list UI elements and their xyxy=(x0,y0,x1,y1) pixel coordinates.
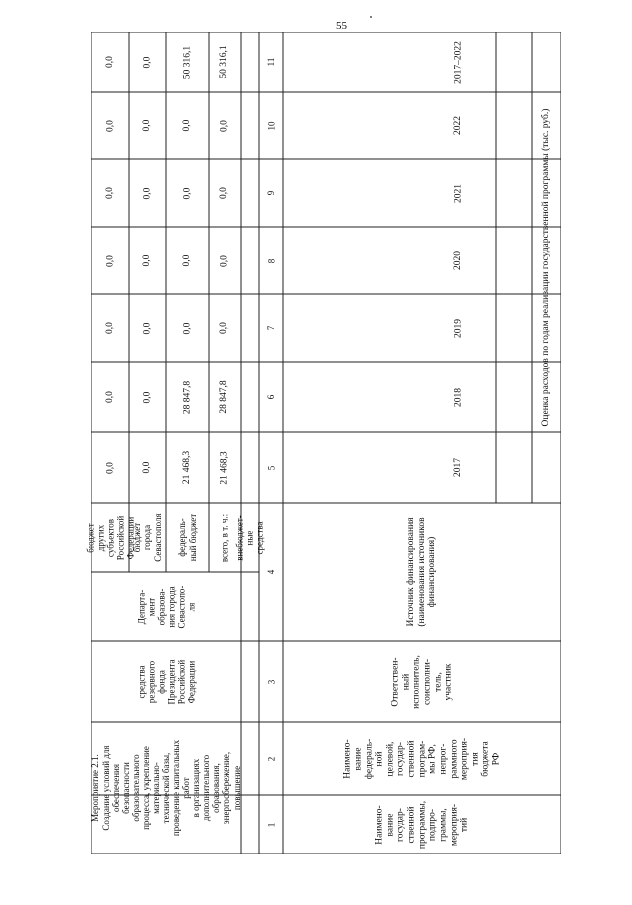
source-federal-budget: федераль- ный бюджет xyxy=(177,513,198,562)
value-cell: 0,0 xyxy=(142,187,153,199)
col-number-5: 5 xyxy=(265,465,276,470)
value-cell: 0,0 xyxy=(142,391,153,403)
header-year-2020: 2020 xyxy=(453,251,464,270)
header-years-total: 2017–2022 xyxy=(453,40,464,84)
activity-federal-program: средства резервного фонда Президента Российской Федерации xyxy=(135,659,197,704)
col-number-8: 8 xyxy=(265,258,276,263)
header-year-2019: 2019 xyxy=(453,318,464,338)
page-number: 55 xyxy=(336,20,347,32)
header-year-2017: 2017 xyxy=(453,458,464,477)
source-extrabudget: внебюджет- ные средства xyxy=(233,514,265,561)
col-number-1: 1 xyxy=(265,822,276,827)
rotated-budget-table xyxy=(84,32,561,854)
header-col2-federal-program: Наимено- вание федераль- ной целевой, государ- ственной програм- мы РФ, непрог- раммного мероприя- тия бюджета РФ xyxy=(342,737,502,780)
value-cell: 0,0 xyxy=(104,461,115,474)
value-cell: 0,0 xyxy=(218,322,229,334)
value-cell: 0,0 xyxy=(104,119,115,132)
value-cell: 0,0 xyxy=(218,187,229,199)
value-cell: 0,0 xyxy=(104,187,115,199)
activity-name: Мероприятие 2.1. Создание условий для обеспечения безопасности образовательного процесса, укрепление материально- технической базы, проведение капитальных работ в организациях дополнительного образования, энергосбережение, повышение xyxy=(90,739,242,837)
source-sevastopol-budget: бюджет города Севастополя xyxy=(132,513,163,562)
value-cell: 28 847,8 xyxy=(182,380,193,414)
col-number-6: 6 xyxy=(265,394,276,400)
header-year-2021: 2021 xyxy=(453,183,464,203)
value-cell: 0,0 xyxy=(142,322,153,334)
header-col3-executor: Ответствен- ный исполнитель, соисполни- тель, участник xyxy=(390,654,454,709)
value-cell: 0,0 xyxy=(142,119,153,132)
value-cell: 50 316,1 xyxy=(218,45,229,79)
value-cell: 21 468,3 xyxy=(182,450,193,485)
value-cell: 28 847,8 xyxy=(218,380,229,414)
value-cell: 0,0 xyxy=(142,461,153,474)
col-number-7: 7 xyxy=(265,325,276,331)
value-cell: 50 316,1 xyxy=(182,45,193,79)
header-col1-program-name: Наимено- вание государ- ственной программы, подпро- граммы, мероприя- тий xyxy=(374,800,470,849)
col-number-3: 3 xyxy=(265,679,276,684)
value-cell: 0,0 xyxy=(142,254,153,267)
header-col4-funding-source: Источник финансирования (наименования источников финансирования) xyxy=(406,517,438,627)
value-cell: 0,0 xyxy=(218,254,229,267)
value-cell: 0,0 xyxy=(104,391,115,403)
col-number-4: 4 xyxy=(265,569,276,575)
scan-speck xyxy=(370,16,372,18)
source-other-regions-budget: бюджет других субъектов Российской Федерации xyxy=(84,515,136,560)
col-number-11: 11 xyxy=(265,57,276,67)
source-total: всего, в т. ч.: xyxy=(218,513,229,562)
value-cell: 21 468,3 xyxy=(218,450,229,485)
value-cell: 0,0 xyxy=(218,119,229,132)
col-number-9: 9 xyxy=(265,190,276,196)
value-cell: 0,0 xyxy=(182,254,193,267)
value-cell: 0,0 xyxy=(104,254,115,267)
header-year-2022: 2022 xyxy=(453,116,464,135)
col-number-2: 2 xyxy=(265,756,276,761)
value-cell: 0,0 xyxy=(142,56,153,68)
activity-executor: Департа- мент образова- ния города Севастопо- ля xyxy=(135,585,197,628)
value-cell: 0,0 xyxy=(182,187,193,199)
value-cell: 0,0 xyxy=(182,119,193,132)
value-cell: 0,0 xyxy=(104,322,115,334)
value-cell: 0,0 xyxy=(104,56,115,68)
header-year-2018: 2018 xyxy=(453,387,464,407)
header-expense-estimate: Оценка расходов по годам реализации государственной программы (тыс. руб.) xyxy=(541,108,552,427)
value-cell: 0,0 xyxy=(182,322,193,334)
col-number-10: 10 xyxy=(265,121,276,130)
